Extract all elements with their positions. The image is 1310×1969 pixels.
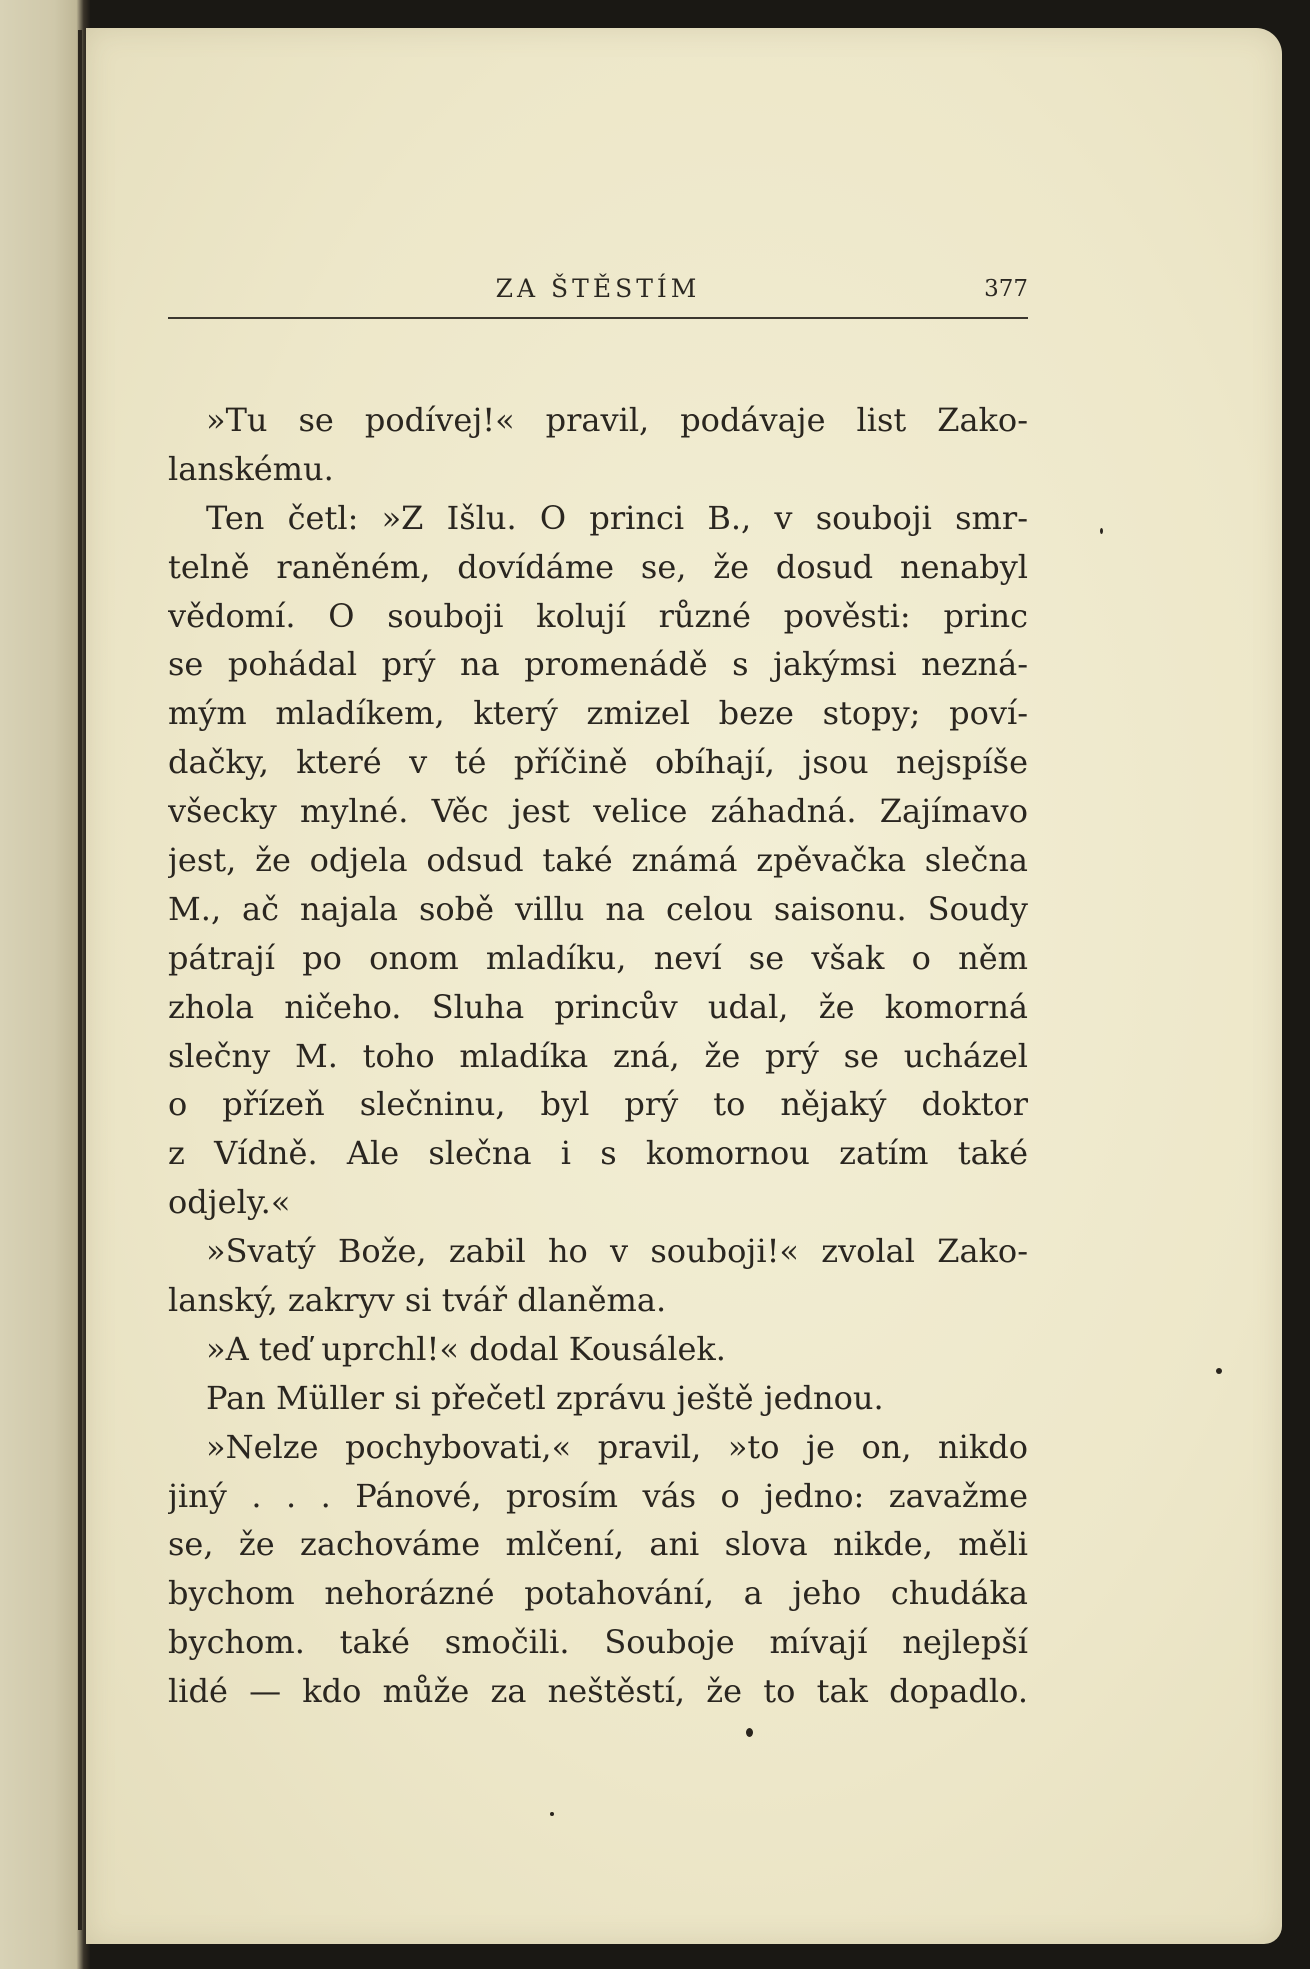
text-line: »Svatý Bože, zabil ho v souboji!« zvolal Zako- bbox=[206, 1232, 1028, 1271]
text-line: se, že zachováme mlčení, ani slova nikde, měli bbox=[168, 1525, 1028, 1564]
book-page bbox=[86, 28, 1282, 1944]
text-line: Pan Müller si přečetl zprávu ještě jednou. bbox=[206, 1378, 884, 1417]
text-line: slečny M. toho mladíka zná, že prý se ucházel bbox=[168, 1036, 1028, 1075]
text-line: se pohádal prý na promenádě s jakýmsi nezná- bbox=[168, 645, 1028, 684]
text-line: »A teď uprchl!« dodal Kousálek. bbox=[206, 1329, 726, 1368]
page-number: 377 bbox=[984, 276, 1028, 302]
running-title: ZA ŠTĚSTÍM bbox=[495, 274, 701, 303]
text-line: z Vídně. Ale slečna i s komornou zatím také bbox=[168, 1134, 1028, 1173]
print-speck bbox=[746, 1728, 753, 1737]
text-line: »Tu se podívej!« pravil, podávaje list Zako- bbox=[206, 401, 1028, 439]
text-line: o přízeň slečninu, byl prý to nějaký doktor bbox=[168, 1085, 1028, 1124]
text-line: jest, že odjela odsud také známá zpěvačka slečna bbox=[168, 841, 1028, 880]
running-header bbox=[168, 274, 1028, 314]
text-line: M., ač najala sobě villu na celou saisonu. Soudy bbox=[168, 889, 1028, 928]
text-line: »Nelze pochybovati,« pravil, »to je on, nikdo bbox=[206, 1427, 1028, 1466]
gutter-shadow bbox=[78, 30, 82, 1930]
header-rule bbox=[168, 317, 1028, 319]
text-line: bychom nehorázné potahování, a jeho chudáka bbox=[168, 1574, 1028, 1613]
text-line: lanský, zakryv si tvář dlaněma. bbox=[168, 1281, 667, 1320]
print-speck bbox=[1216, 1368, 1222, 1374]
text-line: Ten četl: »Z Išlu. O princi B., v souboji smr- bbox=[206, 498, 1028, 537]
text-line: zhola ničeho. Sluha princův udal, že komorná bbox=[168, 987, 1028, 1026]
text-line: vědomí. O souboji kolují různé pověsti: princ bbox=[168, 596, 1028, 635]
print-speck bbox=[1100, 528, 1103, 534]
print-speck bbox=[550, 1812, 554, 1816]
text-line: bychom. také smočili. Souboje mívají nejlepší bbox=[168, 1623, 1028, 1662]
text-line: mým mladíkem, který zmizel beze stopy; poví- bbox=[168, 694, 1028, 733]
body-text bbox=[168, 396, 1028, 1716]
text-line: telně raněném, dovídáme se, že dosud nenabyl bbox=[168, 547, 1028, 586]
text-line: odjely.« bbox=[168, 1183, 291, 1222]
text-line: lidé — kdo může za neštěstí, že to tak dopadlo. bbox=[168, 1672, 1028, 1711]
text-line: pátrají po onom mladíku, neví se však o něm bbox=[168, 938, 1028, 977]
facing-page-edge bbox=[0, 0, 90, 1969]
text-line: všecky mylné. Věc jest velice záhadná. Zajímavo bbox=[168, 792, 1028, 831]
text-line: jiný . . . Pánové, prosím vás o jedno: zavažme bbox=[168, 1476, 1028, 1515]
text-line: lanskému. bbox=[168, 449, 334, 488]
text-line: dačky, které v té příčině obíhají, jsou nejspíše bbox=[168, 743, 1028, 782]
